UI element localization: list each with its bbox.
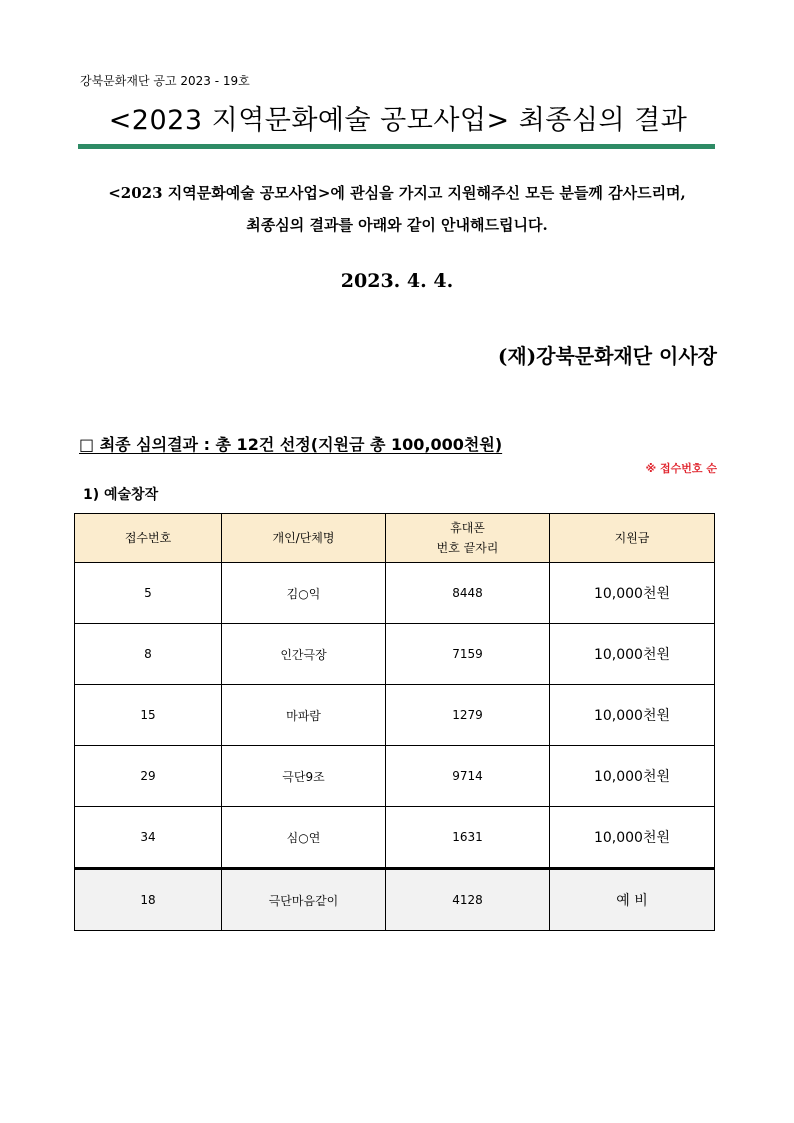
table-row (75, 624, 715, 685)
sort-order-note: ※ 접수번호 순 (645, 462, 717, 475)
cell-phone-last-digits: 1631 (386, 807, 550, 869)
table-row (75, 685, 715, 746)
table-header-row (75, 514, 715, 563)
cell-reserve-status: 예 비 (550, 869, 715, 931)
cell-phone-last-digits: 1279 (386, 685, 550, 746)
cell-receipt-number: 15 (75, 685, 222, 746)
cell-applicant-name: 극단마음같이 (222, 869, 386, 931)
cell-applicant-name: 마파람 (222, 685, 386, 746)
header-grant-amount: 지원금 (550, 514, 715, 563)
header-phone-last-digits (386, 514, 550, 563)
cell-applicant-name: 극단9조 (222, 746, 386, 807)
issuer-signature: (재)강북문화재단 이사장 (497, 344, 717, 368)
results-table (74, 513, 715, 931)
cell-grant-amount: 10,000천원 (550, 685, 715, 746)
reserve-table-row (75, 869, 715, 931)
cell-phone-last-digits: 4128 (386, 869, 550, 931)
header-receipt-number: 접수번호 (75, 514, 222, 563)
table-row (75, 807, 715, 869)
header-phone-line-2: 번호 끝자리 (436, 541, 499, 555)
header-phone-line-1: 휴대폰 (450, 521, 485, 535)
cell-receipt-number: 5 (75, 563, 222, 624)
cell-receipt-number: 8 (75, 624, 222, 685)
header-applicant-name: 개인/단체명 (222, 514, 386, 563)
section-heading-art-creation: 1) 예술창작 (83, 487, 159, 503)
table-row (75, 563, 715, 624)
cell-applicant-name: 심○연 (222, 807, 386, 869)
notice-number: 강북문화재단 공고 2023 - 19호 (80, 74, 250, 88)
cell-applicant-name: 인간극장 (222, 624, 386, 685)
cell-receipt-number: 29 (75, 746, 222, 807)
intro-text-line-2: 최종심의 결과를 아래와 같이 안내해드립니다. (246, 216, 548, 234)
result-summary-heading: □ 최종 심의결과 : 총 12건 선정(지원금 총 100,000천원) (79, 435, 503, 454)
page-title: <2023 지역문화예술 공모사업> 최종심의 결과 (108, 105, 688, 136)
cell-grant-amount: 10,000천원 (550, 746, 715, 807)
cell-phone-last-digits: 7159 (386, 624, 550, 685)
cell-phone-last-digits: 9714 (386, 746, 550, 807)
cell-grant-amount: 10,000천원 (550, 563, 715, 624)
cell-phone-last-digits: 8448 (386, 563, 550, 624)
cell-receipt-number: 34 (75, 807, 222, 869)
cell-grant-amount: 10,000천원 (550, 624, 715, 685)
notice-date: 2023. 4. 4. (340, 270, 454, 292)
intro-text-line-1: <2023 지역문화예술 공모사업>에 관심을 가지고 지원해주신 모든 분들께 감사드리며, (108, 184, 686, 202)
cell-applicant-name: 김○익 (222, 563, 386, 624)
cell-receipt-number: 18 (75, 869, 222, 931)
title-divider (78, 144, 715, 149)
cell-grant-amount: 10,000천원 (550, 807, 715, 869)
table-row (75, 746, 715, 807)
